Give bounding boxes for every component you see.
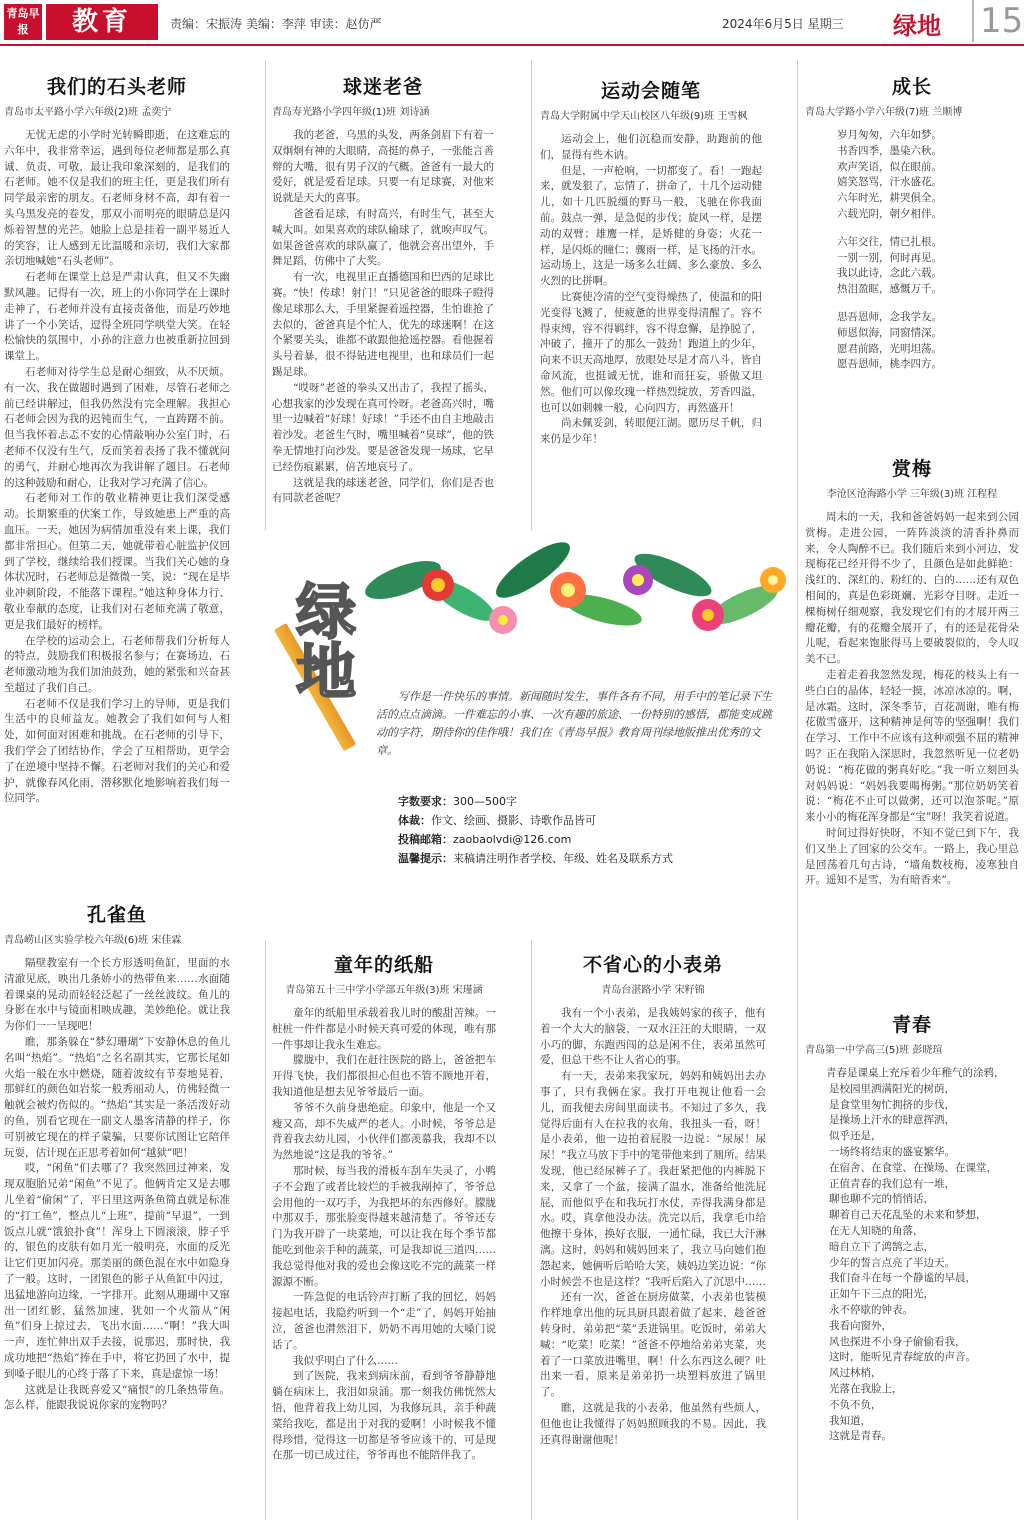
article-title: 孔雀鱼 (86, 904, 147, 926)
article-paragraph: 童年的纸船里承载着我儿时的酸甜苦辣。一桩桩一件件都是小时候天真可爱的体现，唯有那一件事却让我永生难忘。 (272, 1007, 496, 1051)
requirement-row: 字数要求：300—500字 (398, 795, 517, 808)
article-paragraph: 爷爷不久前身患绝症。印象中，他是一个又瘦又高，却不失威严的老人。小时候，爷爷总是背着我去幼儿园，小伙伴们都羡慕我，我却不以为然地说“这是我的爷爷。” (272, 1101, 496, 1162)
poem-lead: 青春是课桌上充斥着少年稚气的涂鸦， (826, 1067, 1005, 1079)
column-divider (531, 60, 532, 530)
article-paragraph: 无忧无虑的小学时光转瞬即逝，在这难忘的六年中，我非常幸运，遇到每位老师都是那么真诚、负责、可敬，最让我印象深刻的，是我们的石老师。她不仅是我们的班主任，更是我们所有同学最亲密的朋友。石老师身材不高，却有着一头乌黑发亮的卷发，那双小而明亮的眼睛总是闪烁着智慧的光芒。她脸上总是挂着一副平易近人的笑容，让人感到无比温暖和亲切，我们大家都亲切地喊她“石头老师”。 (4, 129, 230, 268)
poem-line: 书香四季，墨染六秋。 (837, 144, 942, 157)
poem-line: 愿吾恩师，桃李四方。 (837, 358, 942, 371)
poem-line: 不负不负， (829, 1398, 882, 1411)
article-paragraph: 我的老爸，乌黑的头发，两条剑眉下有着一双炯炯有神的大眼睛，高挺的鼻子，一张能言善辩的大嘴，很有男子汉的气概。爸爸有一最大的爱好，就是爱看足球。只要一有足球赛，对他来说就是天大的喜事。 (272, 129, 494, 205)
editor-credits: 责编：宋振涛 美编：李萍 审读：赵仿严 (170, 17, 382, 31)
article-paper-boat (272, 950, 496, 1525)
poem-line: 六载光阴，朝夕相伴。 (837, 207, 942, 220)
article-paragraph: 在学校的运动会上，石老师帮我们分析每人的特点，鼓励我们积极报名参与；在赛场边，石老师激动地为我们加油鼓劲，她的紧张和兴奋甚至超过了我们自己。 (4, 634, 230, 694)
flower-illustration (343, 540, 796, 660)
poem-line: 光落在我脸上， (829, 1382, 903, 1395)
poem-line: 风也探进不小身子偷偷看我， (829, 1335, 966, 1348)
article-paragraph: 尚未佩妥剑，转眼便江湖。愿历尽千帆，归来仍是少年！ (540, 417, 762, 446)
newspaper-logo: 青岛早报 (4, 4, 42, 40)
poem-line: 嬉笑怒骂，汗水盛花。 (837, 176, 942, 189)
section-name: 教育 (46, 4, 158, 40)
article-paragraph: 到了医院，我来到病床前，看到爷爷静静地躺在病床上，我泪如泉涌。那一刻我仿佛恍然大悟，他背着我上幼儿园，为我修玩具，亲手种蔬菜给我吃，都是出于对我的爱啊！小时候我不懂得珍惜，觉得这一切都是爷爷应该干的，可是现在那一切已成过往，爷爷再也不能陪伴我了。 (272, 1370, 496, 1462)
article-byline: 青岛大学附属中学天山校区八年级(9)班 王雪枫 (540, 111, 748, 122)
submission-email[interactable]: zaobaolvdi@126.com (453, 833, 572, 846)
poem-line: 我知道， (829, 1414, 871, 1427)
article-paragraph: 这就是让我既喜爱又“痛恨”的几条热带鱼。怎么样，能跟我说说你家的宠物吗？ (4, 1383, 230, 1412)
poem-line: 欢声笑语，似在眼前。 (837, 160, 942, 173)
article-sports-day (540, 76, 762, 542)
article-paragraph: 瞧，那条躲在“梦幻珊瑚”下安静休息的鱼儿名叫“热焰”。“热焰”之名名副其实，它那长尾如火焰一般在水中燃烧，随着波纹有节奏地晃着，那鲜红的颜色如岩浆一般秀丽动人，仿佛轻微一触就会被灼伤似的。“热焰”其实是一条活泼好动的鱼，别看它现在一副文人墨客清静的样子，你可别被它现在的样子蒙骗，只要你试图让它陪伴玩耍，估计现在正思考着如何“越狱”吧！ (4, 1035, 230, 1159)
article-plum-blossom (805, 454, 1019, 999)
article-byline: 青岛崂山区实验学校六年级(6)班 宋佳霖 (4, 935, 182, 946)
article-paragraph: 有一天，表弟来我家玩，妈妈和姨妈出去办事了，只有我俩在家。我打开电视让他看一会儿，而我便去房间里面读书。不知过了多久，我觉得后面有人在拉我的衣角，我扭头一看，呀！是小表弟，他一边拍着屁股一边说：“尿尿！尿尿！”我立马放下手中的笔带他来到了厕所。结果发现，他已经尿裤子了。我赶紧把他的内裤脱下来，又拿了一个盆，接满了温水，准备给他洗屁屁，而他似乎在和我玩打水仗，弄得我满身都是水。哎，真拿他没办法。洗完以后，我拿毛巾给他擦干身体，换好衣服，一通忙碌，我已大汗淋漓。这时，妈妈和姨妈回来了，我立马向她们抱怨起来，她俩听后哈哈大笑，姨妈边笑边说：“你小时候尝不也是这样？”我听后陷入了沉思中…… (540, 1070, 766, 1288)
article-byline: 青岛寿光路小学四年级(1)班 刘诗涵 (272, 107, 430, 118)
article-paragraph: 朦胧中，我们在赶往医院的路上，爸爸把车开得飞快，我们都很担心但也不管不顾地开着，我知道他是想去见爷爷最后一面。 (272, 1054, 496, 1098)
requirement-row: 温馨提示：来稿请注明作者学校、年级、姓名及联系方式 (398, 852, 673, 865)
issue-date: 2024年6月5日 星期三 (722, 17, 844, 31)
article-paragraph: 石老师不仅是我们学习上的导师，更是我们生活中的良师益友。她教会了我们如何与人相处，如何面对困难和挑战。在石老师的引导下，我们学会了团结协作，学会了互相帮助，更学会了在逆境中坚持不懈。石老师对我们的关心和爱护，就像春风化雨，潜移默化地影响着我们每一位同学。 (4, 697, 230, 805)
column-divider (265, 940, 266, 1520)
article-title: 赏梅 (891, 458, 932, 480)
article-paragraph: 但是，一声枪响，一切都变了。看！一跑起来，就发狠了，忘情了，拼命了，十几个运动健儿，如十几匹脱缰的野马一般，飞驰在你我面前。鼓点一弹，是急促的步伐；旋风一样，是摆动的双臂；雄鹰一样，是矫健的身姿；火花一样，是闪烁的瞳仁；骤雨一样，是飞扬的汗水。运动场上，这是一场多么壮阔、多么豪放、多么火烈的比拼啊。 (540, 164, 762, 288)
article-paragraph: 隔壁教室有一个长方形透明鱼缸，里面的水清澈见底，映出几条娇小的热带鱼来……水面随着课桌的晃动而轻轻泛起了一丝丝波纹。鱼儿的身影在水中与镜面相映成趣，美妙绝伦。就让我为你们一一呈现吧！ (4, 957, 230, 1033)
article-paragraph: 哎，“闲鱼”们去哪了？我突然回过神来，发现双胞胎兄弟“闲鱼”不见了。他俩肯定又是去哪儿坐着“偷闲”了，平日里这两条鱼简直就是标准的“打工鱼”，整点儿“上班”，提前“早退”，一到饭点儿就“饿狼扑食”！浑身上下圆滚滚，脖子乎的，银色的皮肤有如月光一般明亮，水面的反光让它们更加闪亮。那美丽的颜色混在水中如隐身了一般。这时，一团银色的影子从鱼缸中闪过，迅猛地游向边缘，一字排开。此刻从珊瑚中又窜出一团红影，猛然加速，犹如一个火箭从“闲鱼”们身上掠过去，飞出水面……“啊！”我大叫一声，连忙伸出双手去接，说那迟，那时快，我成功地把“热焰”捧在手中，将它扔回了水中，提到嗓子眼儿的心终于落了下来，真是虚惊一场！ (4, 1162, 230, 1380)
poem-line: 是操场上汗水的肆意挥洒， (829, 1114, 955, 1127)
article-paragraph: 我有一个小表弟，是我姨妈家的孩子，他有着一个大大的脑袋，一双水汪汪的大眼睛，一双小巧的脚，东跑西闯的总是闲不住，表弟虽然可爱，但总干些不让人省心的事。 (540, 1007, 766, 1067)
poem-line: 永不停歇的钟表。 (829, 1303, 913, 1316)
article-title: 不省心的小表弟 (582, 954, 723, 976)
poem-line: 师恩似海，同窗情深。 (837, 326, 942, 339)
poem-line: 一场终将结束的盛宴繁华。 (829, 1145, 955, 1158)
column-divider (531, 940, 532, 1520)
article-byline: 青岛第五十三中学小学部五年级(3)班 宋瑾涵 (285, 985, 483, 996)
poem-line: 思吾恩师，念我学友。 (837, 310, 942, 323)
article-byline: 青岛第一中学高三(5)班 彭晓瑄 (805, 1045, 943, 1056)
poem-line: 聊着自己天花乱坠的未来和梦想， (829, 1209, 987, 1222)
article-paragraph: 比赛使冷清的空气变得燥热了，使温和的阳光变得飞溅了，使疲惫的世界变得清醒了。容不得束缚，容不得羁绊，容不得怠懈，是挣脱了，冲破了，撞开了的那么一鼓劲！跑道上的少年，向来不识天高地厚，放眼处尽是才高八斗，皆自命风流，也挺诚无忧，谁和而狂妄，骄傲又坦然。他们可以像玫瑰一样热烈绽放，芳香四溢，也可以如刺棘一般，心向四方，再然盛开！ (540, 290, 762, 414)
poem-line: 一别一别，何时再见。 (837, 251, 942, 264)
article-paragraph: 走着走着我忽然发现，梅花的枝头上有一些白白的晶体，轻轻一摸，冰凉冰凉的。啊，是冰霜。这时，深冬季节，百花凋谢，唯有梅花傲雪盛开，这种精神是何等的坚强啊！我们在学习、工作中不应该有这种顽强不屈的精神吗？正在我陷入深思时，我忽然听见一位老奶奶说：“梅花做的粥真好吃。”我一听立刻回头对妈妈说：“妈妈我要喝梅粥。”那位奶奶笑着说：“梅花不止可以做粥，还可以泡茶呢。”原来小小的梅花浑身都是“宝”呀！我笑着说道。 (805, 668, 1019, 824)
article-byline: 青岛市太平路小学六年级(2)班 孟奕宁 (4, 107, 172, 118)
masthead (0, 0, 1024, 46)
poem-line: 是食堂里匆忙拥挤的步伐， (829, 1098, 955, 1111)
poem-line: 在宿舍、在食堂、在操场、在课堂， (829, 1161, 997, 1174)
page-number: 15 (972, 0, 1023, 42)
article-paragraph: 一阵急促的电话铃声打断了我的回忆，妈妈接起电话，我隐约听到一个“走”了，妈妈开始抽泣，爸爸也潸然泪下，奶奶不再用她的大嗓门说话了。 (272, 1291, 496, 1351)
article-paragraph: 爸爸看足球，有时高兴，有时生气，甚至大喊大叫。如果喜欢的球队输球了，就唉声叹气。如果爸爸喜欢的球队赢了，他就会喜出望外，手舞足蹈，仿佛中了大奖。 (272, 207, 494, 268)
poem-line: 聊也聊不完的悄悄话， (829, 1193, 934, 1206)
article-football-dad (272, 72, 494, 542)
poem-line: 是校园里洒满阳光的树荫， (829, 1082, 955, 1095)
article-paragraph: 石老师对待学生总是耐心细致，从不厌烦。有一次，我在做题时遇到了困难，尽管石老师之前已经讲解过，但我仍然没有完全理解。我担心石老师会因为我的迟钝而生气，一直踌躇不前。但当我怀着忐忑不安的心情敲响办公室门时，石老师不仅没有生气，反而笑着表扬了我不懂就问的勇气，并耐心地再次为我讲解了题目。石老师的这种鼓励和耐心，让我对学习充满了信心。 (4, 365, 230, 489)
article-paragraph: 石老师对工作的敬业精神更让我们深受感动。长期繁重的伏案工作，导致她患上严重的高血压。一天，她因为病情加重没有来上课，我们都非常担心。但第二天，她就带着心脏监护仪回到了学校，继续给我们授课。当我们关心她的身体状况时，石老师总是微微一笑，说：“现在是毕业冲刺阶段，不能落下课程。”她这种身体力行、敬业奉献的态度，让我们对石老师充满了敬意，更是我们最好的榜样。 (4, 492, 230, 631)
article-paragraph: “哎呀”老爸的拳头又出击了，我捏了摇头，心想我家的沙发现在真可怜呀。老爸高兴时，嘴里一边喊着“好球！好球！”手还不由自主地敲击着沙发。老爸生气时，嘴里喊着“臭球”，他的铁拳无情地打向沙发。要是爸爸发现一场球，它早已经伤痕累累，倍苦地哀号了。 (272, 381, 494, 473)
article-paragraph: 这就是我的球迷老爸，同学们，你们是否也有同款老爸呢？ (272, 476, 494, 505)
article-growing-up (805, 72, 1019, 442)
column-divider (265, 60, 266, 530)
article-paragraph: 还有一次，爸爸在厨房做菜，小表弟也装模作样地拿出他的玩具厨具跟着做了起来，趁爸爸转身时，弟弟把“菜”丢进锅里。吃饭时，弟弟大喊：“吃菜！吃菜！”爸爸不停地给弟弟夹菜，夹着了一口菜放进嘴里，啊！什么东西这么硬？吐出来一看，原来是弟弟扔一块塑料放进了锅里了。 (540, 1291, 766, 1399)
article-little-cousin (540, 950, 766, 1525)
poem-line: 岁月匆匆，六年如梦。 (837, 129, 942, 141)
article-peacock-fish (4, 900, 230, 1525)
poem-lines (805, 1082, 1019, 1445)
column-divider (797, 60, 798, 1520)
article-title: 运动会随笔 (600, 80, 701, 102)
poem-line: 暗自立下了鸿鹄之志， (829, 1240, 934, 1253)
article-byline: 李沧区沧海路小学 三年级(3)班 江程程 (826, 489, 998, 500)
poem-line: 热泪盈眶，感慨万千。 (837, 283, 942, 296)
article-title: 球迷老爸 (342, 76, 423, 98)
poem-line: 愿君前路，光明坦荡。 (837, 342, 942, 355)
article-paragraph: 瞧，这就是我的小表弟，他虽然有些烦人，但他也让我懂得了妈妈照顾我的不易。因此，我还真得谢谢他呢！ (540, 1401, 766, 1446)
article-paragraph: 有一次，电视里正直播德国和巴西的足球比赛。“快！传球！射门！”只见爸爸的眼珠子瞪得像足球那么大，手里紧握着遥控器，生怕谁抢了去似的，爸爸真是个忙人，优先的球迷啊！在这个紧要关头，谁都不敢跟他抢遥控器。看他握着头号着暴，很不得钻进电视里，也和球员们一起踢足球。 (272, 271, 494, 378)
poem-line: 我以此诗，念此六载。 (837, 267, 942, 280)
article-paragraph: 周末的一天，我和爸爸妈妈一起来到公园赏梅。走进公园，一阵阵淡淡的清香扑鼻而来，令人陶醉不已。我们随后来到小河边，发现梅花已经开得不少了，且颜色是如此鲜艳：浅红的、深红的、粉红的、白的……还有双色相间的，真是色彩斑斓、光彩夺目呀。走近一棵梅树仔细观察，我发现它们有的才展开两三瓣花瓣，有的花瓣全展开了，有的还是花骨朵儿呢，看起来饱胀得马上要破裂似的，令人叹美不已。 (805, 511, 1019, 666)
article-title: 成长 (891, 76, 932, 98)
poem-line: 风过林梢， (829, 1367, 882, 1380)
poem-line: 在无人知晓的角落， (829, 1224, 924, 1237)
article-title: 童年的纸船 (333, 954, 434, 976)
article-paragraph: 运动会上，他们沉稳而安静，助跑前的他们，显得有些木讷。 (540, 133, 762, 161)
article-paragraph: 我似乎明白了什么…… (293, 1354, 398, 1367)
poem-line: 我们奋斗在每一个静谧的早晨， (829, 1272, 976, 1285)
poem-line: 六年交往，情已扎根。 (837, 235, 942, 248)
article-paragraph: 石老师在课堂上总是严肃认真，但又不失幽默风趣。记得有一次，班上的小你同学在上课时走神了，石老师并没有直接责备他，而是巧妙地讲了一个小笑话，逗得全班同学哄堂大笑。在轻松愉快的氛围中，小孙的注意力也被重新拉回到课堂上。 (4, 271, 230, 363)
article-byline: 青岛大学路小学六年级(7)班 兰顺博 (805, 107, 963, 118)
poem-line: 六年时光，耕哭俱全。 (837, 192, 942, 205)
callout-title: 绿地 (286, 580, 356, 700)
article-paragraph: 那时候，每当我的滑板车刮车失灵了，小鸭子不会跑了或者比较烂的手被我剐掉了，爷爷总会用他的一双巧手，为我把坏的东西修好。朦胧中那双手，那张脸变得越来越清楚了。爷爷还专门为我开辟了一块菜地，可以让我在每个季节都能吃到他亲手种的蔬菜，可是我却说三道四……我总觉得他对我的爱也会像这吃不完的蔬菜一样源源不断。 (272, 1164, 496, 1288)
article-youth (805, 1010, 1019, 1525)
requirement-row: 体裁：作文、绘画、摄影、诗歌作品皆可 (398, 814, 596, 827)
article-paragraph: 时间过得好快呀，不知不觉已到下午，我们又坐上了回家的公交车。一路上，我心里总是回荡着几句古诗，“墙角数枝梅，凌寒独自开。遥知不是雪，为有暗香来”。 (805, 826, 1019, 887)
callout-intro: 写作是一件快乐的事情。新闻随时发生，事件各有不同，用手中的笔记录下生活的点点滴滴。一件难忘的小事、一次有趣的旅途、一份特别的感悟，都能变成跳动的字符，期待你的佳作哦！我们在《青岛早报》教育周刊绿地版推出优秀的文章。 (376, 690, 772, 757)
poem-line: 少年的誓言点亮了半边天。 (829, 1256, 955, 1269)
column-name: 绿地 (893, 12, 941, 40)
poem-line: 正值青春的我们总有一堆， (829, 1177, 955, 1190)
article-title: 我们的石头老师 (46, 76, 187, 98)
submission-requirements (398, 792, 673, 868)
poem-line: 我看向窗外， (829, 1319, 892, 1332)
poem-line: 这就是青春。 (829, 1430, 892, 1443)
article-byline: 青岛台湛路小学 宋籽锦 (601, 985, 705, 996)
article-stone-teacher (4, 72, 230, 882)
submission-callout (268, 540, 796, 925)
poem-line: 正如午下三点的阳光， (829, 1288, 934, 1301)
article-title: 青春 (891, 1014, 932, 1036)
poem-line: 似乎还是， (829, 1130, 882, 1143)
poem-line: 这时，能听见青春绽放的声音。 (829, 1351, 976, 1364)
requirement-row: 投稿邮箱：zaobaolvdi@126.com (398, 833, 572, 846)
